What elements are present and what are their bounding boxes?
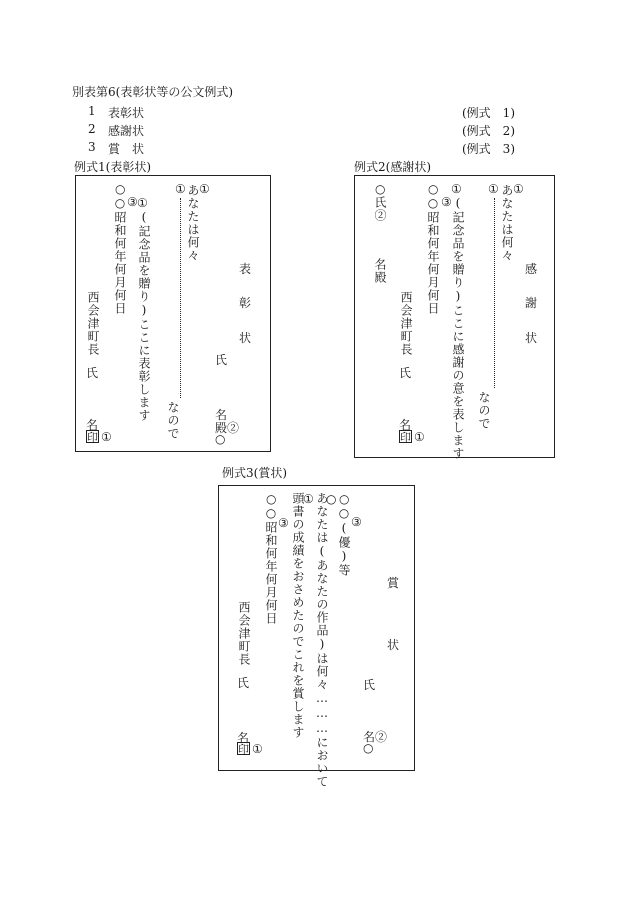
kinen-text: (記念品を贈り)ここに表彰します [137,210,151,422]
body-line-you-circle: ① [513,182,524,196]
example2-frame [354,175,555,458]
recipient-circle: ○ [375,182,386,196]
list-item-1-label: 表彰状 [108,106,145,120]
body-line-you-text: あなたは何々 [186,184,200,262]
body-line-head-circle: ① [303,492,314,506]
date-text: ○昭和何年何月何日 [113,196,127,315]
kinen-circle: ① [137,196,148,210]
list-item-2-ref: (例式 2) [462,124,515,138]
body-line-you-text: あなたは何々 [500,184,514,262]
body-line-you-circle: ① [199,182,210,196]
example3-frame [218,485,415,788]
dotted-line-circle: ① [488,182,499,196]
body-line-you [315,492,328,788]
kinen-line [137,210,150,422]
recipient-name: 名 [215,408,228,422]
date-prefix: ○ [428,182,439,196]
mayor-name: 名 [86,418,99,432]
rank-line: ○(優)等 [337,506,351,577]
example1-frame [75,175,271,452]
date-prefix: ○ [115,182,126,196]
example3-caption: 例式3(賞状) [222,466,287,480]
mayor-name: 名 [399,418,412,432]
town-mayor: 西会津町長 [86,291,100,356]
list-item-1-ref: (例式 1) [462,106,515,120]
body-line-you-text: あなたは(あなたの作品)は何々………において [315,492,329,788]
rank-circle: ③ [351,515,362,529]
date-line [264,506,277,625]
body-line-head-text: 頭書の成績をおさめたのでこれを賞します [291,492,305,739]
dotted-line [494,198,495,388]
list-item-2-label: 感謝状 [108,124,145,138]
kinen-line [451,196,464,460]
seal-circle: ① [101,430,112,444]
date-text: ○昭和何年何月何日 [264,506,278,625]
date-circle: ③ [278,516,289,530]
rank-prefix: ○ [339,492,350,506]
body-line-you [186,184,199,262]
example1-caption: 例式1(表彰状) [74,160,151,174]
date-line [113,196,126,315]
list-item-3-ref: (例式 3) [462,142,515,156]
title-char: 状 [525,331,538,345]
page-title: 別表第6(表彰状等の公文例式) [72,85,233,99]
date-circle: ③ [127,195,138,209]
recipient-shi: 氏 [363,678,376,692]
recipient-shi: 氏② [373,196,387,222]
nanode-text: なので [477,391,491,430]
town-mayor-shi: 氏 [237,676,250,690]
seal-stamp: 印 [400,431,411,444]
seal-circle: ① [252,742,263,756]
town-mayor-shi: 氏 [399,366,412,380]
recipient-dono: 殿② [215,421,240,435]
town-mayor: 西会津町長 [237,601,251,666]
recipient-name: 名殿 [373,258,387,284]
list-item-3-label: 賞 状 [108,142,145,156]
date-circle: ③ [441,195,452,209]
example2-caption: 例式2(感謝状) [354,160,431,174]
town-mayor: 西会津町長 [399,291,413,356]
town-mayor-shi: 氏 [86,366,99,380]
recipient-name: 名② [363,730,388,744]
title-char: 賞 [387,576,400,590]
list-item-3-num: 3 [88,140,96,154]
list-item-2-num: 2 [88,122,96,136]
title-char: 状 [387,638,400,652]
title-char: 感 [525,262,538,276]
kinen-circle: ① [451,182,462,196]
recipient-circle: ○ [363,741,374,755]
title-char: 表 [239,262,252,276]
dotted-line [180,198,181,398]
date-text: ○昭和何年何月何日 [426,196,440,315]
list-item-1-num: 1 [88,104,96,118]
recipient-circle: ○ [215,432,226,446]
date-prefix: ○ [266,492,277,506]
seal-circle: ① [414,430,425,444]
kinen-text: (記念品を贈り)ここに感謝の意を表します [451,196,465,460]
body-line-head [291,492,304,739]
nanode-text: なので [166,401,180,440]
mayor-name: 名 [237,731,250,745]
body-line-you [500,184,513,262]
recipient-shi: 氏 [215,353,228,367]
dotted-line-circle: ① [175,182,186,196]
title-char: 彰 [239,296,252,310]
title-char: 謝 [525,296,538,310]
body-line-you-prefix: ○ [326,492,337,506]
title-char: 状 [239,331,252,345]
seal-stamp: 印 [87,431,98,444]
seal-stamp: 印 [238,743,249,756]
date-line [426,196,439,315]
